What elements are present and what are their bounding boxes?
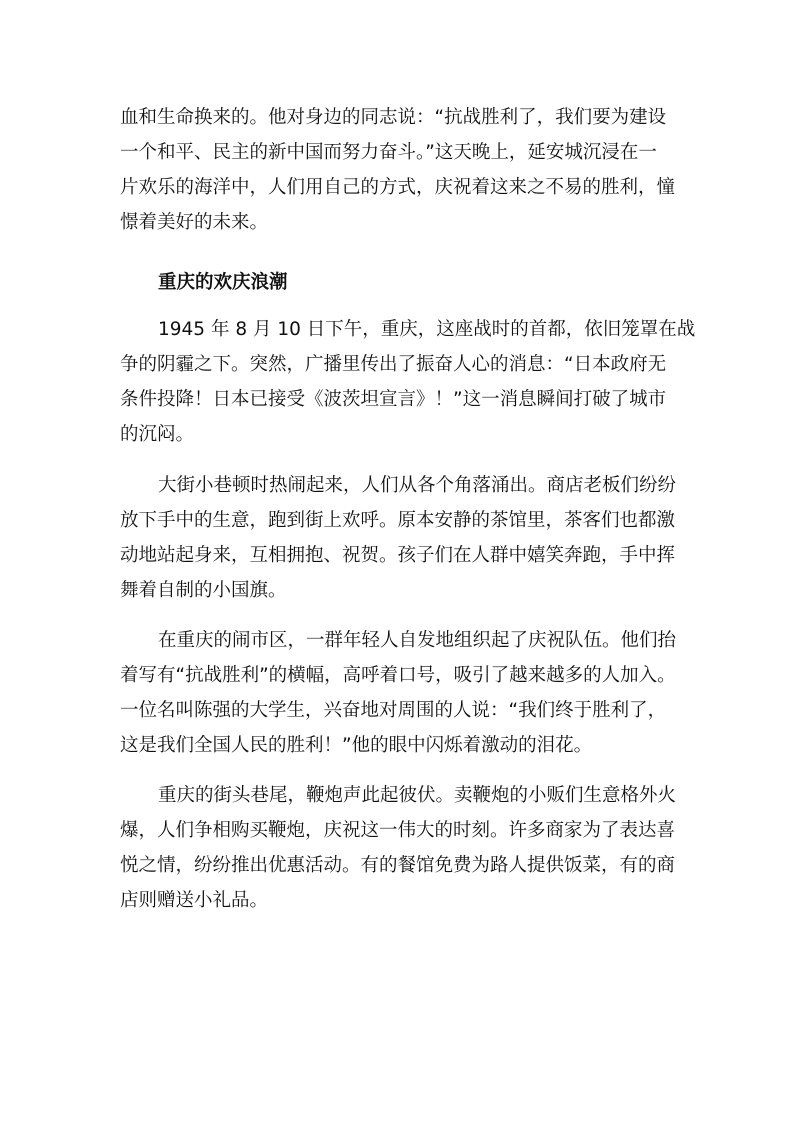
text-line: 着写有“抗战胜利”的横幅，高呼着口号，吸引了越来越多的人加入。	[120, 665, 676, 686]
text-line: 1945 年 8 月 10 日下午，重庆，这座战时的首都，依旧笼罩在战	[158, 319, 696, 340]
section-heading	[158, 265, 728, 300]
paragraph-youth-parade	[120, 623, 690, 763]
text-line: 爆，人们争相购买鞭炮，庆祝这一伟大的时刻。许多商家为了表达喜	[120, 820, 676, 841]
heading-text: 重庆的欢庆浪潮	[158, 272, 288, 293]
text-line: 动地站起身来，互相拥抱、祝贺。孩子们在人群中嬉笑奔跑，手中挥	[120, 545, 676, 566]
text-line: 憬着美好的未来。	[120, 212, 269, 233]
text-line: 的沉闷。	[120, 424, 195, 445]
paragraph-chongqing-broadcast	[120, 312, 696, 452]
text-line: 舞着自制的小国旗。	[120, 580, 287, 601]
text-line: 一位名叫陈强的大学生，兴奋地对周围的人说：“我们终于胜利了，	[120, 700, 667, 721]
text-line: 在重庆的闹市区，一群年轻人自发地组织起了庆祝队伍。他们抬	[158, 630, 677, 651]
paragraph-firecrackers	[120, 778, 690, 918]
text-line: 悦之情，纷纷推出优惠活动。有的餐馆免费为路人提供饭菜，有的商	[120, 855, 676, 876]
text-line: 大街小巷顿时热闹起来，人们从各个角落涌出。商店老板们纷纷	[158, 475, 677, 496]
paragraph-continued	[120, 100, 690, 240]
paragraph-streets	[120, 468, 690, 608]
text-line: 片欢乐的海洋中，人们用自己的方式，庆祝着这来之不易的胜利，憧	[120, 177, 676, 198]
text-line: 一个和平、民主的新中国而努力奋斗。”这天晚上，延安城沉浸在一	[120, 142, 657, 163]
text-line: 重庆的街头巷尾，鞭炮声此起彼伏。卖鞭炮的小贩们生意格外火	[158, 785, 677, 806]
text-line: 店则赠送小礼品。	[120, 890, 269, 911]
text-line: 放下手中的生意，跑到街上欢呼。原本安静的茶馆里，茶客们也都激	[120, 510, 676, 531]
text-line: 血和生命换来的。他对身边的同志说：“抗战胜利了，我们要为建设	[120, 107, 667, 128]
text-line: 这是我们全国人民的胜利！”他的眼中闪烁着激动的泪花。	[120, 735, 593, 756]
text-line: 争的阴霾之下。突然，广播里传出了振奋人心的消息：“日本政府无	[120, 354, 667, 375]
text-line: 条件投降！日本已接受《波茨坦宣言》！”这一消息瞬间打破了城市	[120, 389, 667, 410]
